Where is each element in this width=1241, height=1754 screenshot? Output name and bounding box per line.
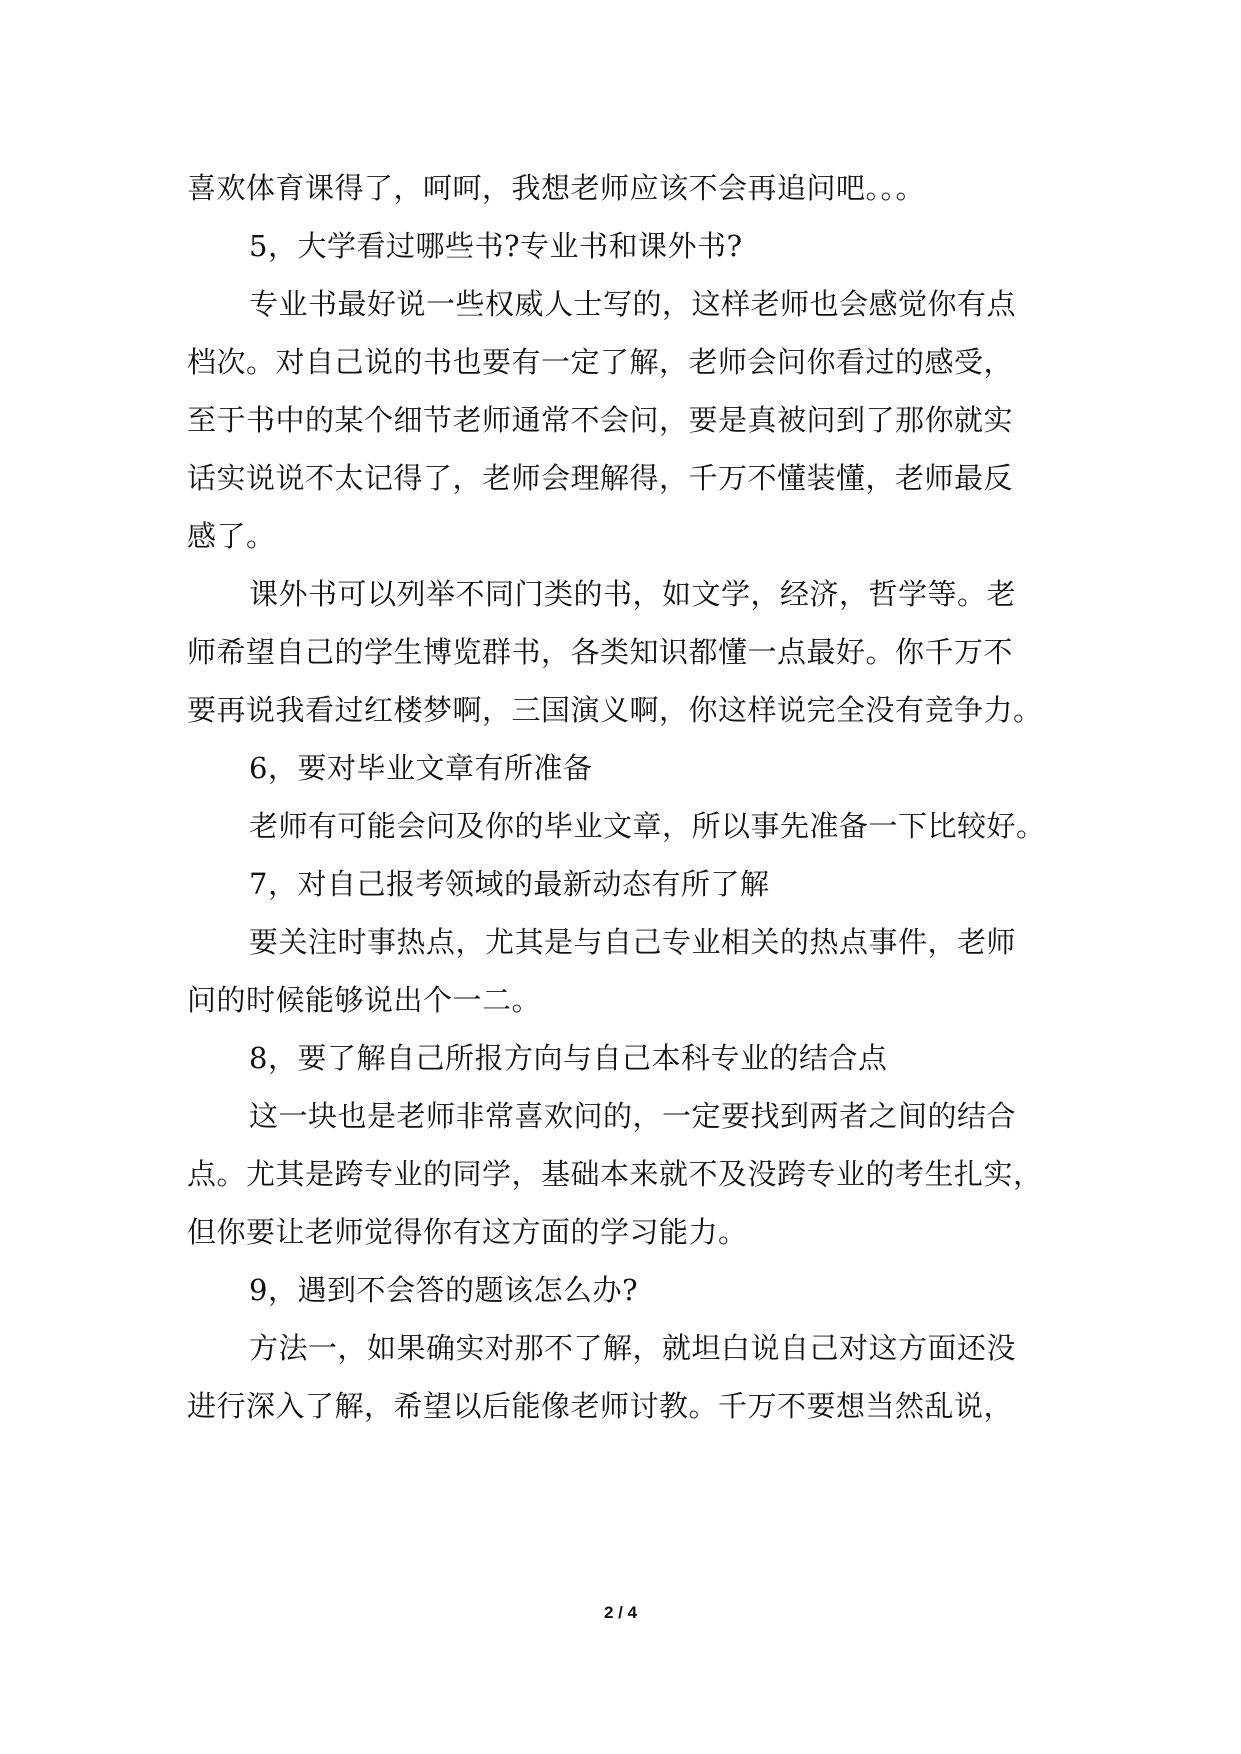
text-line: 但你要让老师觉得你有这方面的学习能力。 [187,1215,748,1249]
text-line: 至于书中的某个细节老师通常不会问，要是真被问到了那你就实 [187,403,1014,437]
text-line: 要再说我看过红楼梦啊，三国演义啊，你这样说完全没有竞争力。 [187,693,1043,727]
text-line: 专业书最好说一些权威人士写的，这样老师也会感觉你有点 [249,287,1017,321]
text-line: 7，对自己报考领域的最新动态有所了解 [249,867,770,901]
text-line: 喜欢体育课得了，呵呵，我想老师应该不会再追问吧。。。 [187,171,926,205]
text-line: 感了。 [187,519,276,553]
text-line: 8，要了解自己所报方向与自己本科专业的结合点 [249,1041,888,1075]
text-line: 方法一，如果确实对那不了解，就坦白说自己对这方面还没 [249,1331,1017,1365]
text-line: 问的时候能够说出个一二。 [187,983,542,1017]
text-line: 师希望自己的学生博览群书，各类知识都懂一点最好。你千万不 [187,635,1014,669]
text-line: 课外书可以列举不同门类的书，如文学，经济，哲学等。老 [249,577,1017,611]
text-line: 9，遇到不会答的题该怎么办? [249,1273,638,1307]
text-line: 进行深入了解，希望以后能像老师讨教。千万不要想当然乱说， [187,1389,1014,1423]
text-line: 档次。对自己说的书也要有一定了解，老师会问你看过的感受， [187,345,1014,379]
text-line: 5，大学看过哪些书?专业书和课外书? [249,229,743,263]
text-line: 6，要对毕业文章有所准备 [249,751,593,785]
text-line: 老师有可能会问及你的毕业文章，所以事先准备一下比较好。 [249,809,1046,843]
page-number: 2 / 4 [603,1603,638,1622]
text-line: 话实说说不太记得了，老师会理解得，千万不懂装懂，老师最反 [187,461,1014,495]
text-line: 这一块也是老师非常喜欢问的，一定要找到两者之间的结合 [249,1099,1017,1133]
text-line: 点。尤其是跨专业的同学，基础本来就不及没跨专业的考生扎实， [187,1157,1043,1191]
body-text [187,159,1057,1435]
text-line: 要关注时事热点，尤其是与自己专业相关的热点事件，老师 [249,925,1017,959]
